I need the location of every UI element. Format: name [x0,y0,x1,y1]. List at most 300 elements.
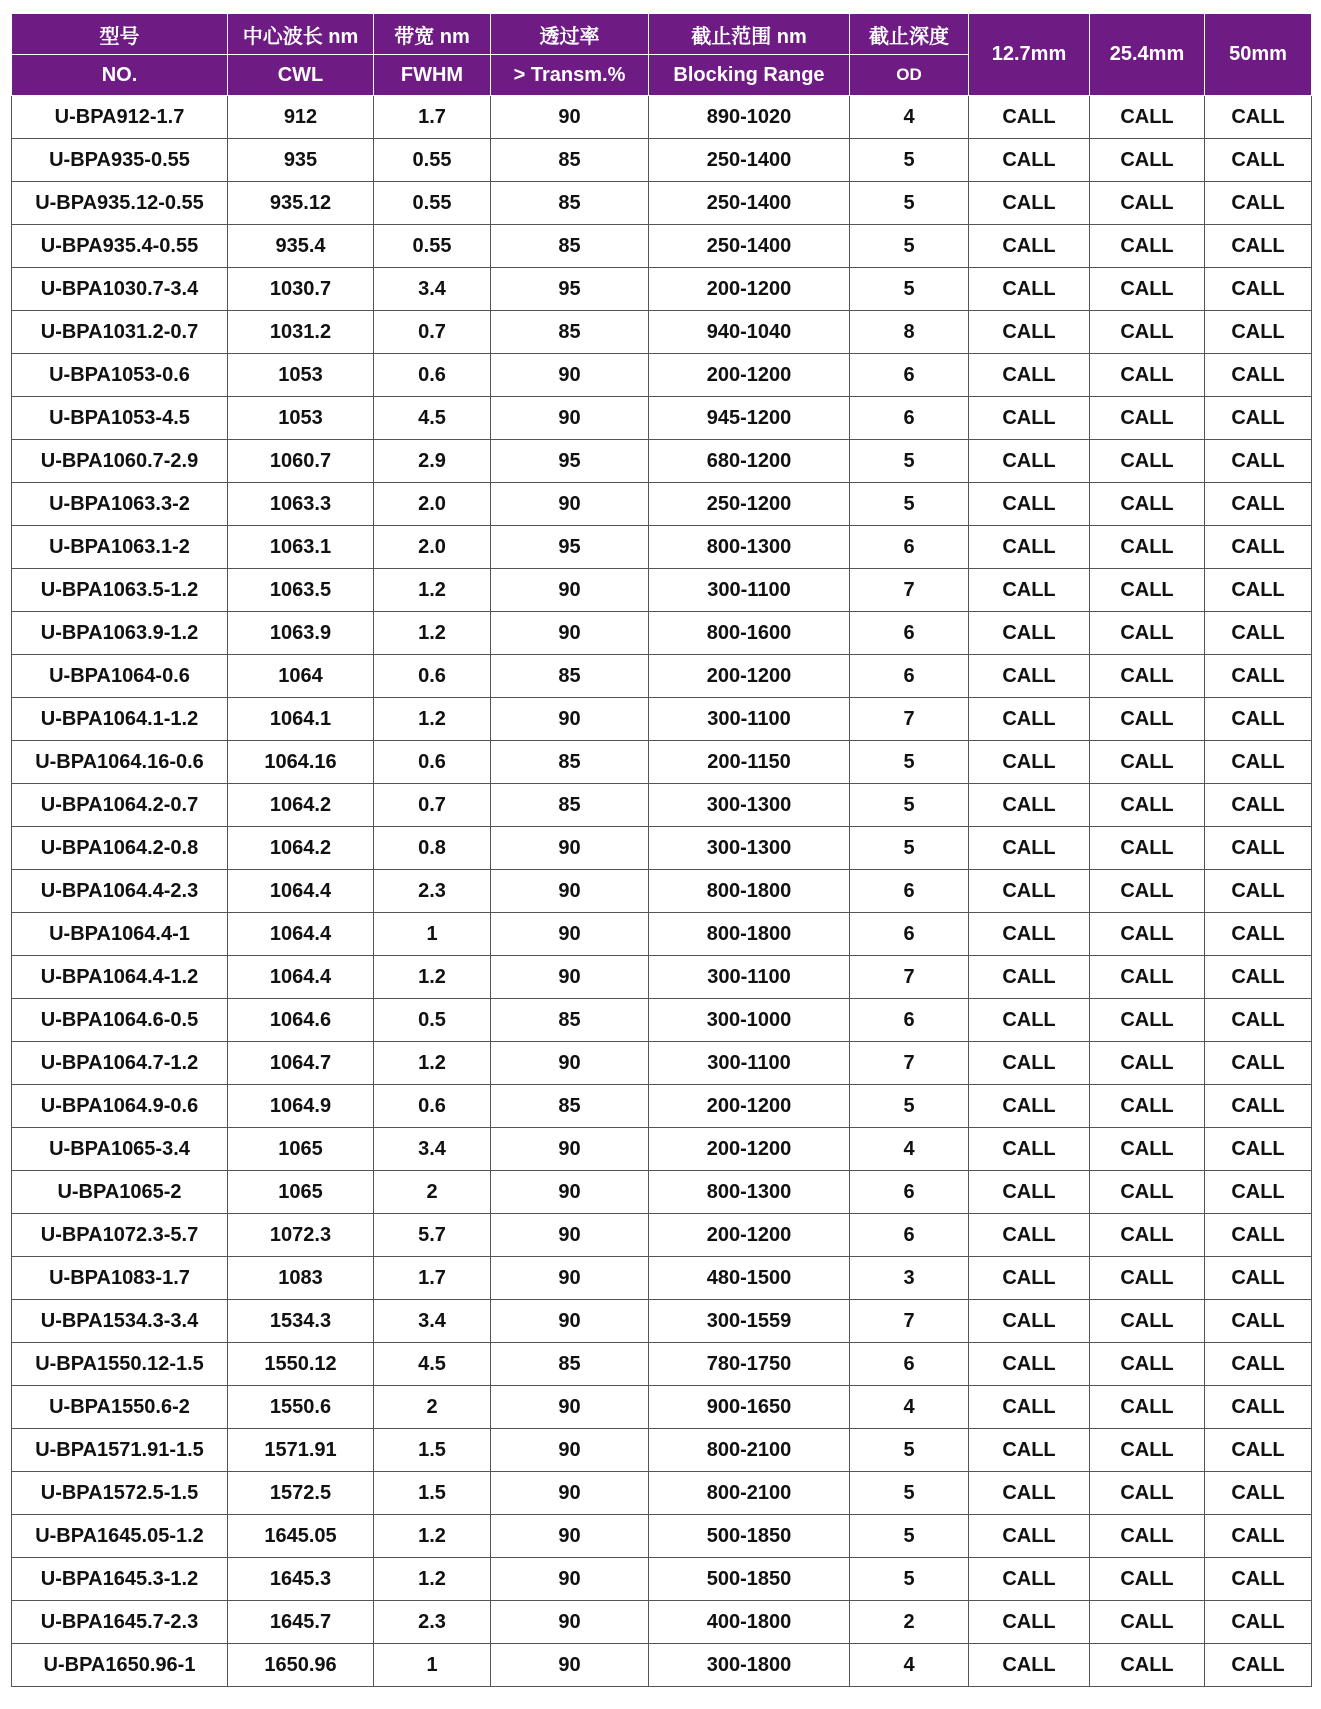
cell-od: 6 [850,870,969,913]
table-row [12,1128,1312,1171]
cell-price-12-7mm: CALL [969,311,1090,354]
cell-fwhm: 4.5 [374,397,491,440]
cell-blocking-range: 200-1200 [649,1214,850,1257]
cell-fwhm: 0.7 [374,784,491,827]
cell-model: U-BPA1030.7-3.4 [12,268,228,311]
cell-blocking-range: 800-2100 [649,1472,850,1515]
cell-price-50mm: CALL [1205,311,1312,354]
cell-price-12-7mm: CALL [969,569,1090,612]
cell-price-50mm: CALL [1205,1515,1312,1558]
cell-price-50mm: CALL [1205,1472,1312,1515]
cell-price-25-4mm: CALL [1090,827,1205,870]
cell-transmission: 90 [491,1042,649,1085]
cell-fwhm: 0.6 [374,1085,491,1128]
cell-blocking-range: 900-1650 [649,1386,850,1429]
table-row [12,1644,1312,1687]
table-row [12,354,1312,397]
cell-transmission: 90 [491,612,649,655]
table-row [12,827,1312,870]
cell-fwhm: 1.2 [374,1515,491,1558]
cell-price-50mm: CALL [1205,483,1312,526]
cell-price-50mm: CALL [1205,1042,1312,1085]
cell-price-12-7mm: CALL [969,913,1090,956]
cell-blocking-range: 250-1400 [649,139,850,182]
cell-blocking-range: 300-1100 [649,698,850,741]
cell-fwhm: 0.55 [374,139,491,182]
cell-price-50mm: CALL [1205,354,1312,397]
cell-price-12-7mm: CALL [969,870,1090,913]
cell-price-25-4mm: CALL [1090,1300,1205,1343]
cell-od: 7 [850,956,969,999]
cell-price-50mm: CALL [1205,1085,1312,1128]
table-row [12,1558,1312,1601]
cell-price-50mm: CALL [1205,999,1312,1042]
cell-transmission: 90 [491,1429,649,1472]
cell-cwl: 1645.3 [228,1558,374,1601]
cell-od: 6 [850,1214,969,1257]
cell-fwhm: 2.0 [374,526,491,569]
cell-cwl: 935.12 [228,182,374,225]
cell-transmission: 85 [491,311,649,354]
cell-blocking-range: 250-1400 [649,182,850,225]
cell-cwl: 1064.2 [228,784,374,827]
cell-cwl: 935 [228,139,374,182]
cell-transmission: 90 [491,1601,649,1644]
cell-price-25-4mm: CALL [1090,913,1205,956]
cell-price-12-7mm: CALL [969,1343,1090,1386]
cell-model: U-BPA935.12-0.55 [12,182,228,225]
cell-model: U-BPA1060.7-2.9 [12,440,228,483]
cell-price-25-4mm: CALL [1090,225,1205,268]
cell-price-25-4mm: CALL [1090,96,1205,139]
cell-model: U-BPA1064.2-0.7 [12,784,228,827]
cell-model: U-BPA1063.1-2 [12,526,228,569]
cell-price-50mm: CALL [1205,956,1312,999]
table-row [12,182,1312,225]
cell-transmission: 85 [491,1343,649,1386]
cell-blocking-range: 200-1200 [649,1128,850,1171]
cell-price-12-7mm: CALL [969,741,1090,784]
cell-price-25-4mm: CALL [1090,956,1205,999]
cell-price-50mm: CALL [1205,440,1312,483]
table-header [12,14,1312,96]
cell-fwhm: 1 [374,1644,491,1687]
cell-model: U-BPA912-1.7 [12,96,228,139]
cell-price-25-4mm: CALL [1090,483,1205,526]
cell-transmission: 90 [491,1257,649,1300]
cell-price-50mm: CALL [1205,526,1312,569]
cell-price-12-7mm: CALL [969,182,1090,225]
cell-price-12-7mm: CALL [969,483,1090,526]
cell-blocking-range: 940-1040 [649,311,850,354]
cell-model: U-BPA1064.1-1.2 [12,698,228,741]
filter-spec-table [11,13,1312,1687]
cell-model: U-BPA1645.3-1.2 [12,1558,228,1601]
cell-price-50mm: CALL [1205,268,1312,311]
cell-cwl: 1064.16 [228,741,374,784]
cell-blocking-range: 200-1200 [649,1085,850,1128]
cell-model: U-BPA1063.9-1.2 [12,612,228,655]
table-row [12,1515,1312,1558]
cell-cwl: 1064.6 [228,999,374,1042]
cell-price-25-4mm: CALL [1090,999,1205,1042]
cell-fwhm: 0.6 [374,741,491,784]
cell-od: 5 [850,741,969,784]
cell-fwhm: 1.2 [374,612,491,655]
cell-transmission: 90 [491,397,649,440]
cell-cwl: 1550.12 [228,1343,374,1386]
header-model-cn: 型号 [12,14,228,55]
cell-blocking-range: 200-1200 [649,354,850,397]
table-row [12,397,1312,440]
cell-transmission: 85 [491,225,649,268]
cell-price-12-7mm: CALL [969,397,1090,440]
header-bandwidth-en: FWHM [374,55,491,96]
cell-od: 5 [850,784,969,827]
cell-cwl: 1030.7 [228,268,374,311]
table-row [12,1601,1312,1644]
cell-price-25-4mm: CALL [1090,526,1205,569]
cell-od: 5 [850,182,969,225]
cell-price-50mm: CALL [1205,139,1312,182]
cell-blocking-range: 800-1600 [649,612,850,655]
cell-price-25-4mm: CALL [1090,268,1205,311]
cell-model: U-BPA1064.7-1.2 [12,1042,228,1085]
cell-od: 6 [850,1343,969,1386]
cell-model: U-BPA1064.2-0.8 [12,827,228,870]
cell-price-50mm: CALL [1205,827,1312,870]
cell-fwhm: 1.2 [374,569,491,612]
cell-price-50mm: CALL [1205,1386,1312,1429]
table-row [12,913,1312,956]
cell-blocking-range: 300-1559 [649,1300,850,1343]
cell-transmission: 90 [491,1171,649,1214]
cell-od: 8 [850,311,969,354]
cell-fwhm: 2.0 [374,483,491,526]
cell-price-12-7mm: CALL [969,1515,1090,1558]
header-od-cn: 截止深度 [850,14,969,55]
cell-transmission: 85 [491,182,649,225]
cell-price-12-7mm: CALL [969,1085,1090,1128]
cell-model: U-BPA1550.12-1.5 [12,1343,228,1386]
cell-model: U-BPA1065-3.4 [12,1128,228,1171]
header-cwl-cn: 中心波长 nm [228,14,374,55]
cell-price-50mm: CALL [1205,741,1312,784]
cell-price-12-7mm: CALL [969,440,1090,483]
cell-price-25-4mm: CALL [1090,440,1205,483]
cell-price-12-7mm: CALL [969,139,1090,182]
cell-transmission: 90 [491,96,649,139]
cell-transmission: 90 [491,1515,649,1558]
cell-fwhm: 1.2 [374,956,491,999]
cell-price-25-4mm: CALL [1090,1601,1205,1644]
cell-fwhm: 2 [374,1171,491,1214]
cell-transmission: 90 [491,354,649,397]
cell-fwhm: 2 [374,1386,491,1429]
cell-transmission: 85 [491,784,649,827]
cell-model: U-BPA1064.9-0.6 [12,1085,228,1128]
cell-model: U-BPA1065-2 [12,1171,228,1214]
cell-od: 5 [850,827,969,870]
cell-cwl: 1063.5 [228,569,374,612]
table-row [12,1386,1312,1429]
table-row [12,440,1312,483]
cell-transmission: 90 [491,913,649,956]
cell-cwl: 1063.9 [228,612,374,655]
cell-od: 5 [850,1429,969,1472]
cell-price-25-4mm: CALL [1090,1042,1205,1085]
header-row-cn [12,14,1312,55]
table-row [12,1257,1312,1300]
cell-fwhm: 2.9 [374,440,491,483]
cell-blocking-range: 890-1020 [649,96,850,139]
cell-model: U-BPA1053-4.5 [12,397,228,440]
cell-price-50mm: CALL [1205,225,1312,268]
table-row [12,268,1312,311]
cell-fwhm: 0.5 [374,999,491,1042]
cell-transmission: 85 [491,1085,649,1128]
cell-model: U-BPA1645.7-2.3 [12,1601,228,1644]
cell-price-50mm: CALL [1205,1558,1312,1601]
cell-transmission: 90 [491,870,649,913]
cell-model: U-BPA1064.16-0.6 [12,741,228,784]
cell-price-12-7mm: CALL [969,1257,1090,1300]
cell-transmission: 90 [491,1472,649,1515]
cell-price-25-4mm: CALL [1090,655,1205,698]
cell-blocking-range: 480-1500 [649,1257,850,1300]
cell-od: 5 [850,1515,969,1558]
cell-price-50mm: CALL [1205,182,1312,225]
cell-model: U-BPA935-0.55 [12,139,228,182]
cell-price-25-4mm: CALL [1090,1171,1205,1214]
table-row [12,1429,1312,1472]
cell-model: U-BPA1064.4-2.3 [12,870,228,913]
header-model-en: NO. [12,55,228,96]
cell-od: 6 [850,913,969,956]
cell-cwl: 1031.2 [228,311,374,354]
cell-od: 7 [850,1042,969,1085]
cell-model: U-BPA1064.4-1.2 [12,956,228,999]
table-row [12,655,1312,698]
cell-transmission: 85 [491,655,649,698]
table-row [12,956,1312,999]
cell-cwl: 1064.4 [228,956,374,999]
header-size-50mm: 50mm [1205,14,1312,96]
cell-price-50mm: CALL [1205,913,1312,956]
cell-price-25-4mm: CALL [1090,1128,1205,1171]
cell-blocking-range: 800-1800 [649,870,850,913]
cell-transmission: 85 [491,999,649,1042]
cell-price-50mm: CALL [1205,1601,1312,1644]
cell-od: 6 [850,354,969,397]
cell-model: U-BPA1064.4-1 [12,913,228,956]
cell-cwl: 1063.1 [228,526,374,569]
cell-fwhm: 1.2 [374,1042,491,1085]
cell-od: 5 [850,139,969,182]
cell-price-25-4mm: CALL [1090,1472,1205,1515]
cell-od: 5 [850,1472,969,1515]
cell-model: U-BPA1572.5-1.5 [12,1472,228,1515]
cell-price-25-4mm: CALL [1090,1515,1205,1558]
cell-cwl: 1534.3 [228,1300,374,1343]
cell-price-25-4mm: CALL [1090,397,1205,440]
cell-model: U-BPA1571.91-1.5 [12,1429,228,1472]
cell-model: U-BPA1064.6-0.5 [12,999,228,1042]
cell-cwl: 1065 [228,1171,374,1214]
cell-od: 7 [850,1300,969,1343]
cell-transmission: 95 [491,268,649,311]
table-row [12,311,1312,354]
cell-price-50mm: CALL [1205,1429,1312,1472]
header-blocking-cn: 截止范围 nm [649,14,850,55]
cell-price-12-7mm: CALL [969,827,1090,870]
cell-od: 6 [850,999,969,1042]
cell-fwhm: 0.6 [374,354,491,397]
cell-blocking-range: 200-1150 [649,741,850,784]
cell-price-12-7mm: CALL [969,698,1090,741]
table-row [12,526,1312,569]
cell-blocking-range: 250-1400 [649,225,850,268]
cell-price-25-4mm: CALL [1090,741,1205,784]
cell-fwhm: 2.3 [374,1601,491,1644]
cell-od: 2 [850,1601,969,1644]
cell-price-12-7mm: CALL [969,1601,1090,1644]
cell-price-25-4mm: CALL [1090,1558,1205,1601]
cell-fwhm: 1.5 [374,1429,491,1472]
cell-price-12-7mm: CALL [969,1558,1090,1601]
cell-price-12-7mm: CALL [969,612,1090,655]
header-blocking-en: Blocking Range [649,55,850,96]
table-row [12,225,1312,268]
cell-price-50mm: CALL [1205,1171,1312,1214]
cell-cwl: 912 [228,96,374,139]
cell-fwhm: 3.4 [374,1300,491,1343]
cell-blocking-range: 300-1100 [649,1042,850,1085]
cell-fwhm: 1.7 [374,96,491,139]
cell-blocking-range: 400-1800 [649,1601,850,1644]
cell-price-25-4mm: CALL [1090,1214,1205,1257]
cell-blocking-range: 800-1800 [649,913,850,956]
table-row [12,698,1312,741]
table-row [12,612,1312,655]
table-row [12,1085,1312,1128]
cell-blocking-range: 300-1100 [649,569,850,612]
cell-price-12-7mm: CALL [969,1386,1090,1429]
cell-blocking-range: 300-1300 [649,784,850,827]
cell-cwl: 1064.9 [228,1085,374,1128]
cell-fwhm: 5.7 [374,1214,491,1257]
cell-price-25-4mm: CALL [1090,1644,1205,1687]
cell-price-25-4mm: CALL [1090,1085,1205,1128]
cell-price-12-7mm: CALL [969,1214,1090,1257]
cell-transmission: 85 [491,139,649,182]
cell-price-50mm: CALL [1205,698,1312,741]
cell-transmission: 95 [491,440,649,483]
cell-fwhm: 0.55 [374,182,491,225]
cell-od: 4 [850,1644,969,1687]
cell-fwhm: 1.2 [374,698,491,741]
cell-price-25-4mm: CALL [1090,1429,1205,1472]
cell-transmission: 90 [491,483,649,526]
cell-cwl: 1064 [228,655,374,698]
cell-fwhm: 0.8 [374,827,491,870]
cell-fwhm: 1.2 [374,1558,491,1601]
table-row [12,1042,1312,1085]
cell-cwl: 1650.96 [228,1644,374,1687]
table-row [12,1343,1312,1386]
cell-blocking-range: 780-1750 [649,1343,850,1386]
cell-price-25-4mm: CALL [1090,139,1205,182]
cell-price-12-7mm: CALL [969,526,1090,569]
cell-blocking-range: 680-1200 [649,440,850,483]
cell-cwl: 1053 [228,397,374,440]
cell-od: 4 [850,96,969,139]
cell-fwhm: 2.3 [374,870,491,913]
cell-cwl: 1053 [228,354,374,397]
cell-model: U-BPA1063.5-1.2 [12,569,228,612]
table-row [12,999,1312,1042]
cell-fwhm: 1 [374,913,491,956]
cell-blocking-range: 800-1300 [649,526,850,569]
table-body [12,96,1312,1687]
cell-od: 5 [850,1085,969,1128]
cell-price-25-4mm: CALL [1090,1257,1205,1300]
header-bandwidth-cn: 带宽 nm [374,14,491,55]
cell-cwl: 1064.1 [228,698,374,741]
cell-fwhm: 4.5 [374,1343,491,1386]
cell-od: 7 [850,698,969,741]
cell-transmission: 90 [491,698,649,741]
cell-price-25-4mm: CALL [1090,1343,1205,1386]
cell-price-12-7mm: CALL [969,225,1090,268]
cell-price-25-4mm: CALL [1090,1386,1205,1429]
cell-blocking-range: 500-1850 [649,1558,850,1601]
table-row [12,569,1312,612]
cell-price-50mm: CALL [1205,96,1312,139]
cell-blocking-range: 300-1800 [649,1644,850,1687]
cell-od: 4 [850,1128,969,1171]
cell-fwhm: 0.7 [374,311,491,354]
cell-price-50mm: CALL [1205,569,1312,612]
cell-model: U-BPA1064-0.6 [12,655,228,698]
cell-price-12-7mm: CALL [969,1128,1090,1171]
table-row [12,1214,1312,1257]
cell-blocking-range: 300-1000 [649,999,850,1042]
cell-fwhm: 1.7 [374,1257,491,1300]
cell-transmission: 90 [491,1128,649,1171]
cell-fwhm: 1.5 [374,1472,491,1515]
header-size-12-7mm: 12.7mm [969,14,1090,96]
header-od-en: OD [850,55,969,96]
cell-blocking-range: 250-1200 [649,483,850,526]
cell-od: 5 [850,483,969,526]
cell-price-50mm: CALL [1205,784,1312,827]
cell-fwhm: 3.4 [374,268,491,311]
cell-cwl: 1550.6 [228,1386,374,1429]
cell-od: 6 [850,655,969,698]
cell-price-50mm: CALL [1205,1300,1312,1343]
cell-od: 4 [850,1386,969,1429]
cell-price-25-4mm: CALL [1090,698,1205,741]
cell-fwhm: 3.4 [374,1128,491,1171]
cell-price-50mm: CALL [1205,1214,1312,1257]
cell-model: U-BPA935.4-0.55 [12,225,228,268]
cell-price-50mm: CALL [1205,1644,1312,1687]
cell-model: U-BPA1083-1.7 [12,1257,228,1300]
cell-od: 6 [850,1171,969,1214]
cell-price-25-4mm: CALL [1090,612,1205,655]
cell-transmission: 90 [491,956,649,999]
